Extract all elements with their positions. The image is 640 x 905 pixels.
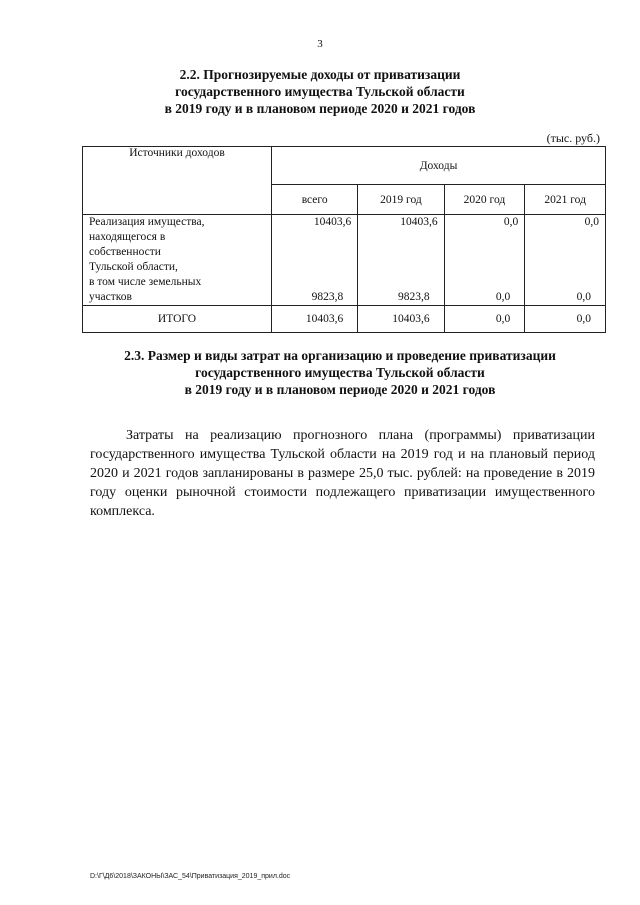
income-source-cell <box>83 215 272 306</box>
value-top: 10403,6 <box>400 216 438 228</box>
table-header-row <box>83 147 606 185</box>
value-bottom: 9823,8 <box>311 291 344 303</box>
value-top: 10403,6 <box>313 216 352 228</box>
page-number: 3 <box>317 38 323 50</box>
total-value-2020: 0,0 <box>444 306 525 333</box>
column-header-2020: 2020 год <box>444 185 525 215</box>
total-value-2021: 0,0 <box>525 306 606 333</box>
source-text-line: Реализация имущества, <box>89 216 205 228</box>
source-text-line: Тульской области, <box>89 261 178 273</box>
heading-line: 2.3. Размер и виды затрат на организацию и проведение приватизации <box>124 348 556 363</box>
heading-line: в 2019 году и в плановом периоде 2020 и 2021 годов <box>184 382 496 397</box>
source-column-header: Источники доходов <box>83 147 272 215</box>
heading-line: 2.2. Прогнозируемые доходы от приватизации <box>179 67 461 82</box>
value-top: 0,0 <box>584 216 599 228</box>
source-text-line: находящегося в <box>89 231 166 243</box>
income-table <box>82 146 606 333</box>
source-text-line: участков <box>89 291 132 303</box>
income-group-header: Доходы <box>272 147 606 185</box>
value-cell-2019 <box>358 215 444 306</box>
value-cell-total <box>272 215 358 306</box>
value-cell-2021 <box>525 215 606 306</box>
section-2-2-heading <box>60 66 580 117</box>
section-2-3-heading <box>70 347 610 398</box>
unit-note: (тыс. руб.) <box>546 131 600 145</box>
total-value-2019: 10403,6 <box>358 306 444 333</box>
heading-line: государственного имущества Тульской области <box>175 84 465 99</box>
column-header-2021: 2021 год <box>525 185 606 215</box>
column-header-2019: 2019 год <box>358 185 444 215</box>
table-row <box>83 215 606 306</box>
heading-line: в 2019 году и в плановом периоде 2020 и 2021 годов <box>164 101 476 116</box>
value-bottom: 9823,8 <box>397 291 430 303</box>
heading-line: государственного имущества Тульской области <box>195 365 485 380</box>
value-bottom: 0,0 <box>495 291 511 303</box>
source-text-line: собственности <box>89 246 161 258</box>
total-row <box>83 306 606 333</box>
total-label: ИТОГО <box>83 306 272 333</box>
value-top: 0,0 <box>503 216 519 228</box>
column-header-total: всего <box>272 185 358 215</box>
file-path-footer: D:\Г\Д6\2018\ЗАКОНЫ\ЗАС_54\Приватизация_2019_прил.doc <box>90 873 291 880</box>
value-bottom: 0,0 <box>576 291 591 303</box>
costs-paragraph: Затраты на реализацию прогнозного плана (программы) приватизации государственного имущества Тульской области на 2019 год и на плановый период 2020 и 2021 годов запланированы в размере 25,0 тыс. рублей: на проведение в 2019 году оценки рыночной стоимости подлежащего приватизации имущественного комплекса. <box>90 428 595 519</box>
value-cell-2020 <box>444 215 525 306</box>
total-value-total: 10403,6 <box>272 306 358 333</box>
source-text-line: в том числе земельных <box>89 276 202 288</box>
